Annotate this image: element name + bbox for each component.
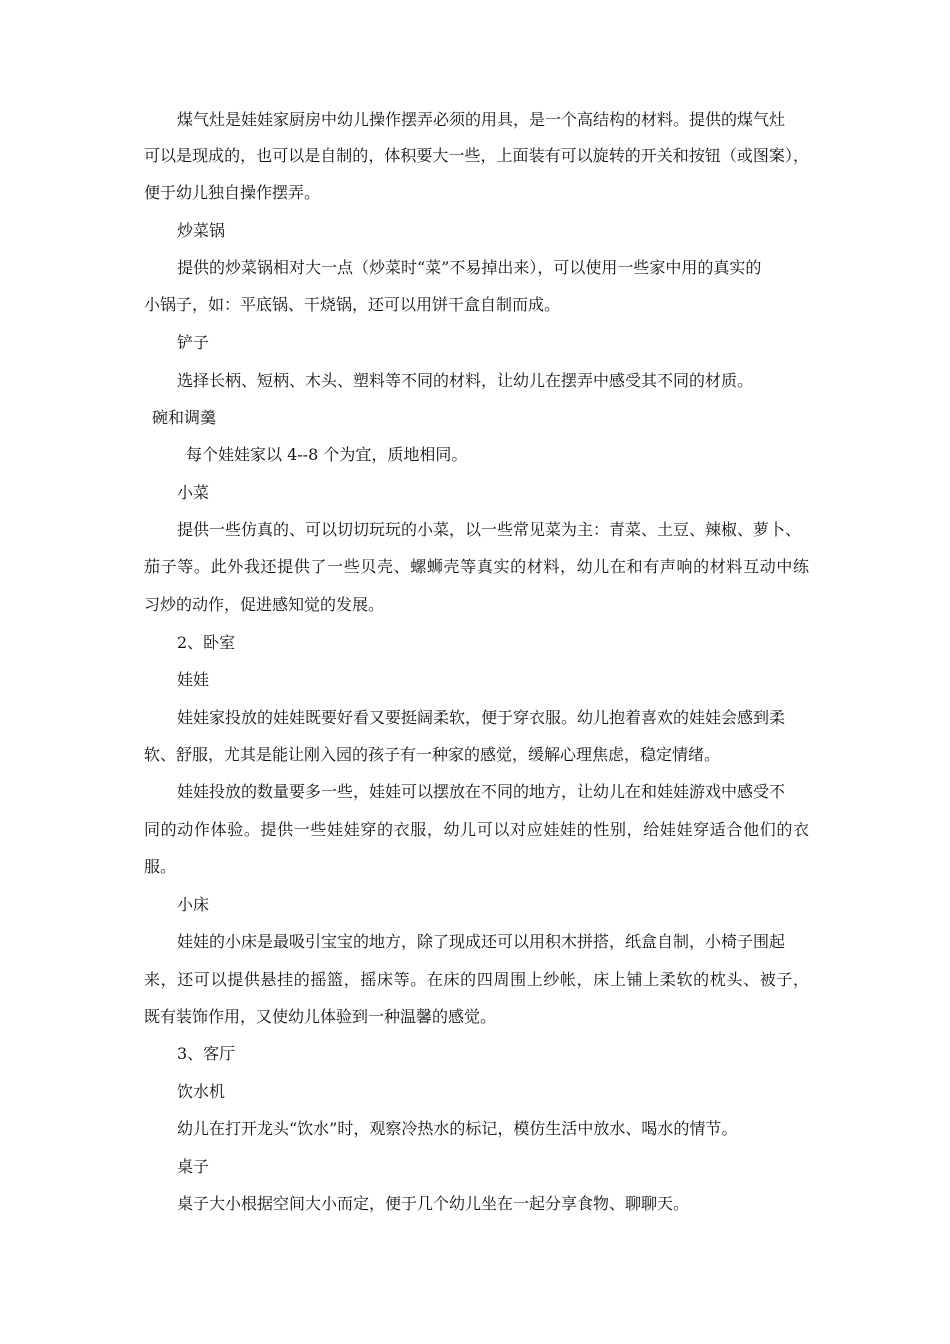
- section-subheading: 炒菜锅: [177, 221, 226, 240]
- paragraph-line: 既有装饰作用，又使幼儿体验到一种温馨的感觉。: [144, 1007, 497, 1026]
- paragraph-line: 可以是现成的，也可以是自制的，体积要大一些，上面装有可以旋转的开关和按钮（或图案），: [144, 146, 809, 165]
- paragraph-line: 选择长柄、短柄、木头、塑料等不同的材料，让幼儿在摆弄中感受其不同的材质。: [177, 371, 754, 390]
- paragraph-line: 软、舒服，尤其是能让刚入园的孩子有一种家的感觉，缓解心理焦虑，稳定情绪。: [144, 745, 721, 764]
- paragraph-line: 桌子大小根据空间大小而定，便于几个幼儿坐在一起分享食物、聊聊天。: [177, 1194, 690, 1213]
- paragraph-line: 同的动作体验。提供一些娃娃穿的衣服，幼儿可以对应娃娃的性别，给娃娃穿适合他们的衣: [144, 820, 809, 839]
- section-subheading: 桌子: [177, 1157, 210, 1176]
- paragraph-line: 服。: [144, 857, 177, 876]
- paragraph-line: 每个娃娃家以 4--8 个为宜，质地相同。: [186, 445, 468, 464]
- paragraph-line: 提供一些仿真的、可以切切玩玩的小菜，以一些常见菜为主：青菜、土豆、辣椒、萝卜、: [177, 520, 802, 539]
- paragraph-line: 煤气灶是娃娃家厨房中幼儿操作摆弄必须的用具，是一个高结构的材料。提供的煤气灶: [177, 110, 786, 129]
- section-subheading: 饮水机: [177, 1082, 226, 1101]
- section-subheading: 小菜: [177, 483, 210, 502]
- paragraph-line: 娃娃投放的数量要多一些，娃娃可以摆放在不同的地方，让幼儿在和娃娃游戏中感受不: [177, 782, 786, 801]
- paragraph-line: 娃娃的小床是最吸引宝宝的地方，除了现成还可以用积木拼搭，纸盒自制，小椅子围起: [177, 932, 786, 951]
- paragraph-line: 娃娃家投放的娃娃既要好看又要挺阔柔软，便于穿衣服。幼儿抱着喜欢的娃娃会感到柔: [177, 708, 786, 727]
- paragraph-line: 茄子等。此外我还提供了一些贝壳、螺蛳壳等真实的材料，幼儿在和有声响的材料互动中练: [144, 557, 809, 576]
- paragraph-line: 习炒的动作，促进感知觉的发展。: [144, 595, 385, 614]
- paragraph-line: 幼儿在打开龙头“饮水”时，观察冷热水的标记，模仿生活中放水、喝水的情节。: [177, 1119, 738, 1138]
- paragraph-line: 来，还可以提供悬挂的摇篮，摇床等。在床的四周围上纱帐，床上铺上柔软的枕头、被子，: [144, 970, 809, 989]
- section-heading: 3、客厅: [177, 1044, 236, 1063]
- paragraph-line: 小锅子，如：平底锅、干烧锅，还可以用饼干盒自制而成。: [144, 295, 561, 314]
- paragraph-line: 便于幼儿独自操作摆弄。: [144, 183, 321, 202]
- section-subheading: 小床: [177, 895, 210, 914]
- section-subheading: 娃娃: [177, 670, 210, 689]
- section-subheading: 碗和调羹: [152, 408, 217, 427]
- paragraph-line: 提供的炒菜锅相对大一点（炒菜时“菜”不易掉出来），可以使用一些家中用的真实的: [177, 258, 762, 277]
- section-heading: 2、卧室: [177, 633, 236, 652]
- section-subheading: 铲子: [177, 333, 210, 352]
